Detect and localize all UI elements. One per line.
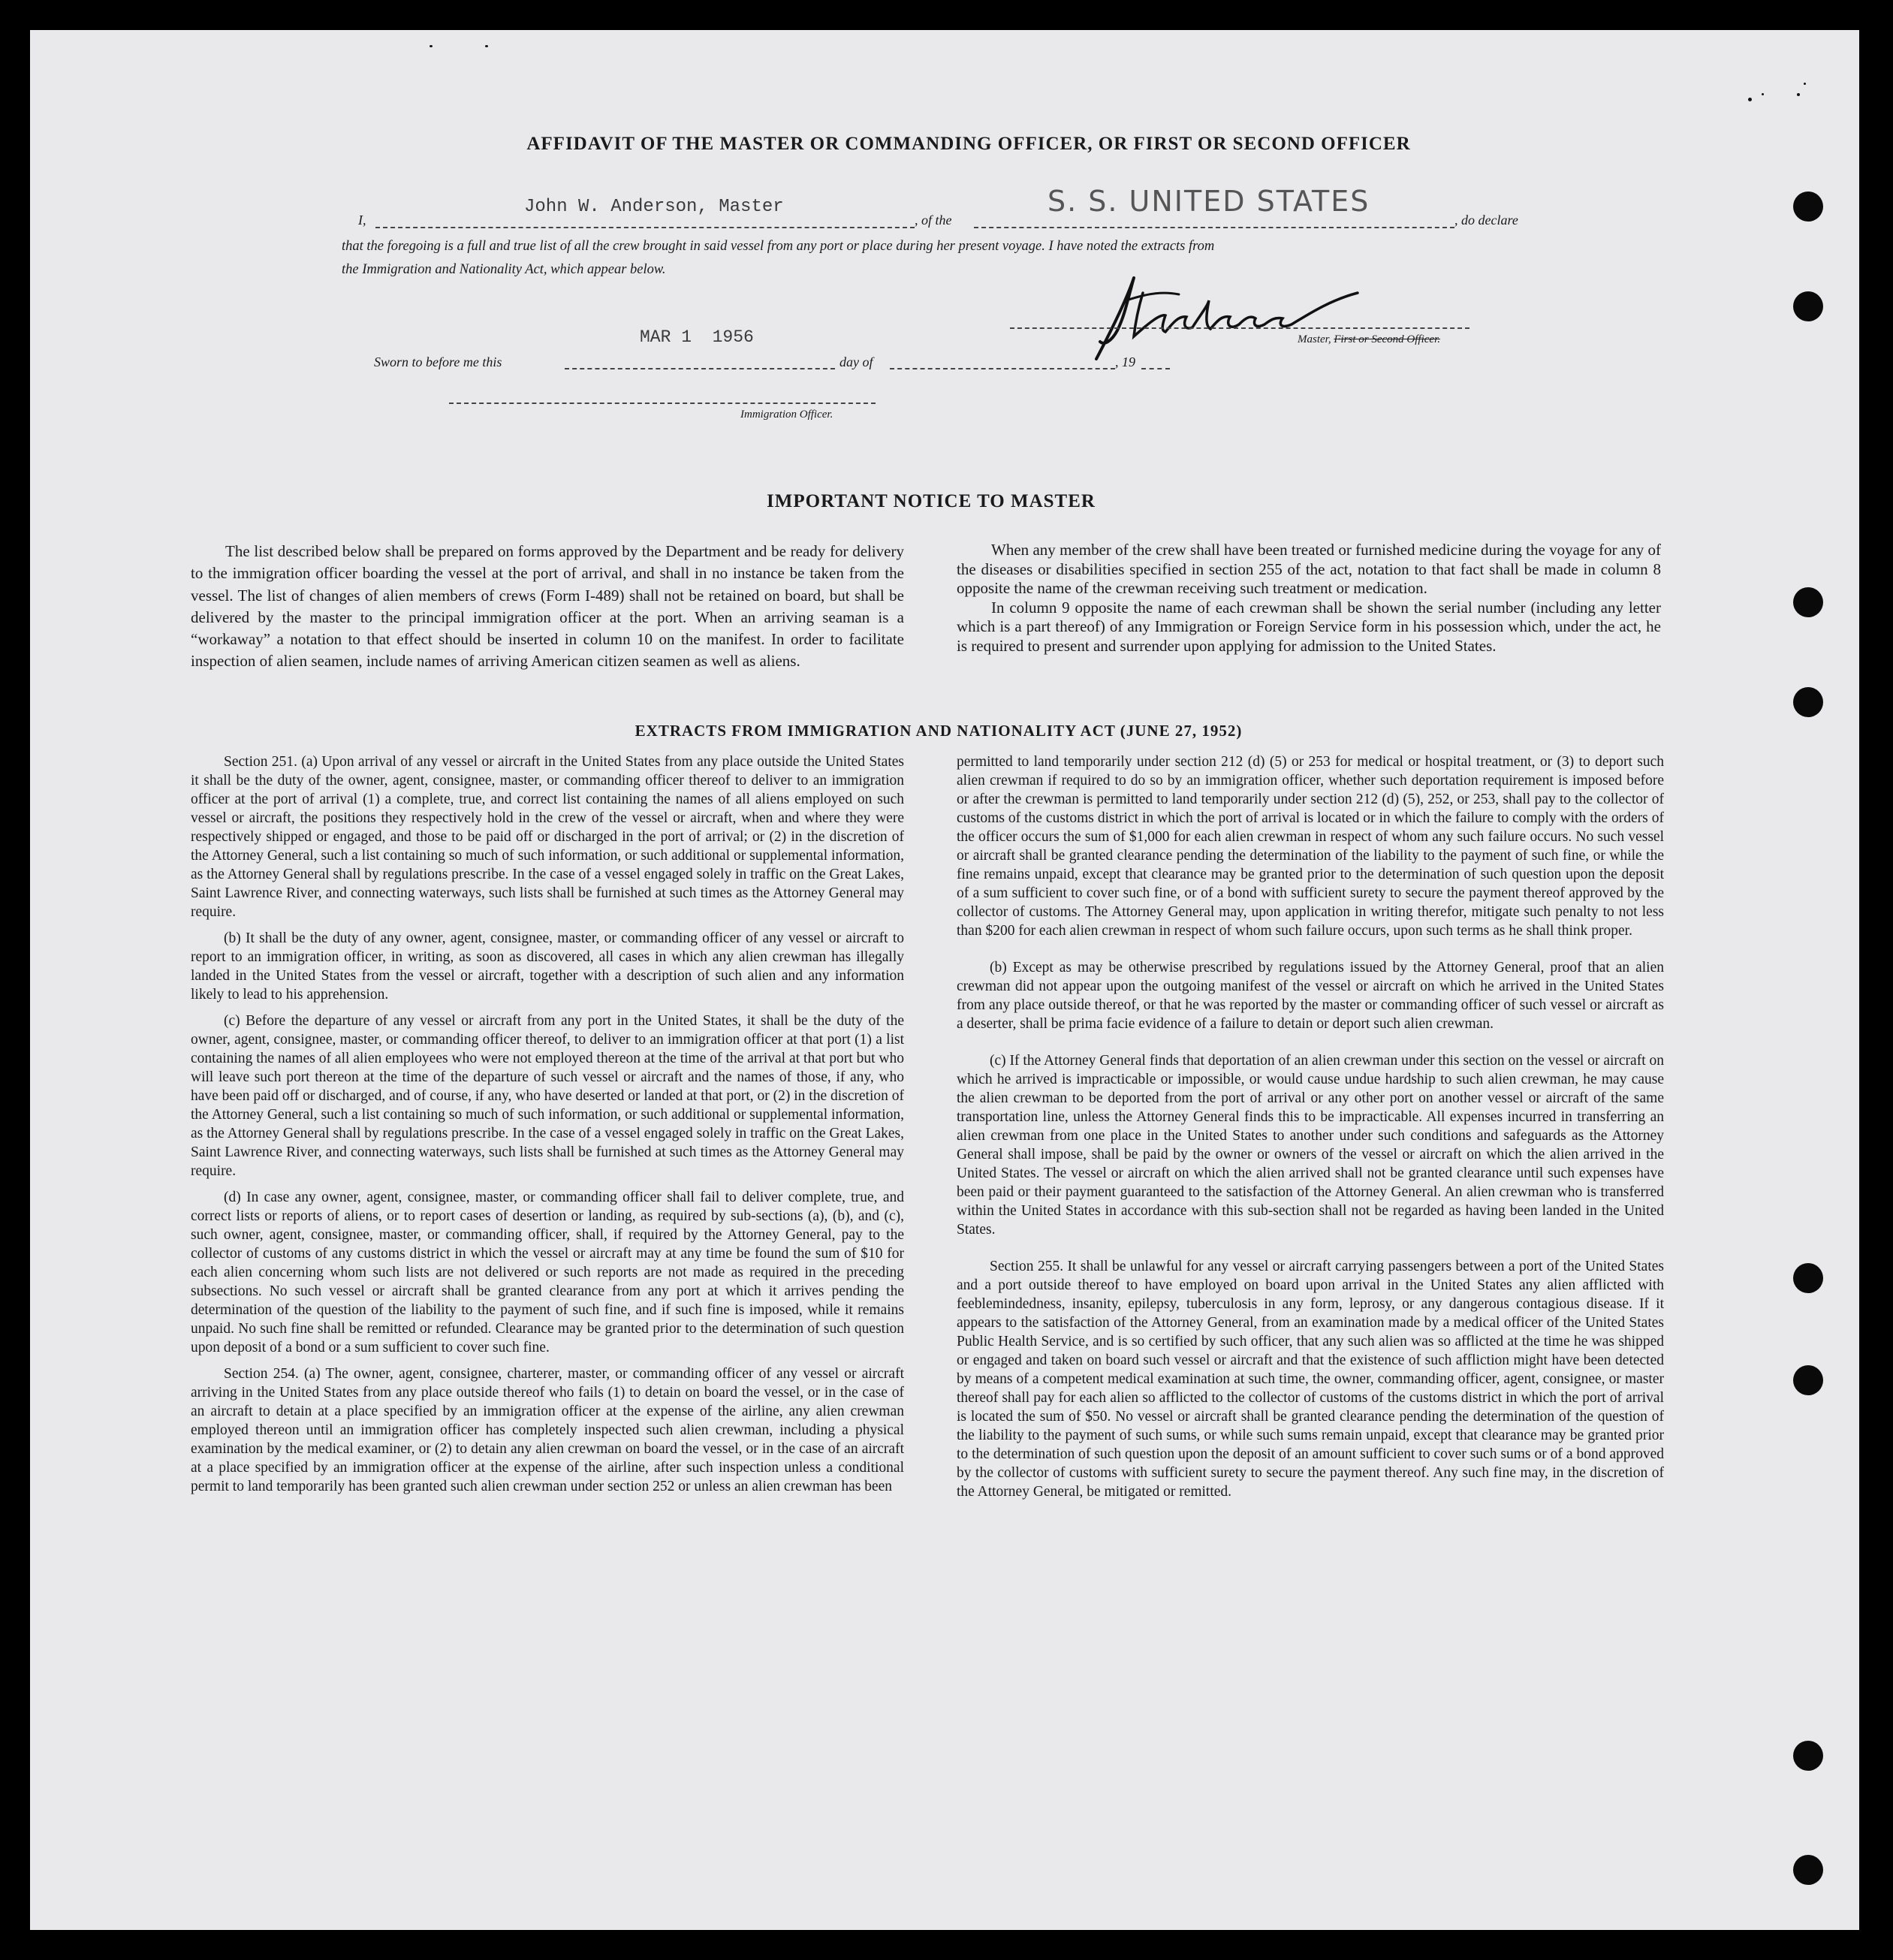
speck — [1762, 93, 1764, 95]
extracts-heading: EXTRACTS FROM IMMIGRATION AND NATIONALITY ACT (JUNE 27, 1952) — [635, 722, 1243, 740]
speck — [485, 45, 488, 47]
notice-left-paragraph: The list described below shall be prepared on forms approved by the Department and be ready for delivery to the immigration officer boarding the vessel at the port of arrival, and shall in no instance be taken from the vessel. The list of changes of alien members of crews (Form I-489) shall not be retained on board, but shall be delivered by the master to the principal immigration officer at the port. When an arriving seaman is a “workaway” a notation to that effect should be inserted in column 10 on the manifest. In order to facilitate inspection of alien seamen, include names of arriving American citizen seamen as well as aliens. — [191, 542, 904, 671]
vessel-line — [974, 227, 1454, 228]
punch-hole — [1793, 687, 1823, 717]
sworn-prefix: Sworn to before me this — [374, 354, 502, 369]
declarant-prefix: I, — [358, 213, 366, 228]
master-signature — [1081, 270, 1397, 368]
sworn-day-line — [565, 368, 835, 369]
immigration-officer-line — [449, 403, 876, 404]
notice-right-paragraph-1: When any member of the crew shall have been treated or furnished medicine during the voyage for any of the diseases or disabilities specified in section 255 of the act, notation to that fact shall be made in column 8 opposite the name of the crewman receiving such treatment or medication. — [957, 541, 1661, 597]
of-the-label: , of the — [915, 213, 952, 228]
punch-hole — [1793, 1855, 1823, 1885]
punch-hole — [1793, 1741, 1823, 1771]
declarant-line — [375, 227, 915, 228]
section-254-a-continued: permitted to land temporarily under section 212 (d) (5) or 253 for medical or hospital treatment, or (3) to deport such alien crewman if required to do so by an immigration officer, whether such deportation requirement is imposed before or after the crewman is permitted to land temporarily under section 212 (d) (5), 252, or 253, shall pay to the collector of customs of the customs district in which the port of arrival is located or in which the failure to comply with the orders of the officer occurs the sum of $1,000 for each alien crewman in respect of whom any such failure occurs. No such vessel or aircraft shall be granted clearance pending the determination of the liability to the payment of such fine, or while the fine remains unpaid, except that clearance may be granted prior to the determination of such question upon the deposit of a sum sufficient to cover such fine, or of a bond with sufficient surety to secure the payment thereof approved by the collector of customs. The Attorney General may, upon application in writing therefor, mitigate such penalty to not less than $200 for each alien crewman in respect of whom such failure occurs, upon such terms as he shall think proper. — [957, 754, 1664, 939]
day-of-label: day of — [839, 354, 873, 369]
master-name-field: John W. Anderson, Master — [524, 197, 784, 217]
notice-right-column — [957, 541, 1661, 656]
date-stamp: MAR 1 1956 — [640, 327, 754, 347]
extracts-left-column — [191, 752, 904, 1496]
affidavit-title: AFFIDAVIT OF THE MASTER OR COMMANDING OFFICER, OR FIRST OR SECOND OFFICER — [526, 134, 1411, 154]
document-page — [30, 30, 1859, 1930]
notice-heading: IMPORTANT NOTICE TO MASTER — [767, 491, 1096, 511]
section-251-d: (d) In case any owner, agent, consignee, master, or commanding officer shall fail to deliver complete, true, and correct lists or reports of aliens, or to report cases of desertion or landing, as required by sub-sections (a), (b), and (c), such owner, agent, consignee, master, or commanding officer, shall, if required by the Attorney General, pay to the collector of customs of any customs district in which the vessel or aircraft may at any time be found the sum of $10 for each alien concerning whom such lists are not delivered or such reports are not made as required in the preceding subsections. No such vessel or aircraft shall be granted clearance from any port at which it arrives pending the determination of the question of the liability to the payment of such fine, and if such fine is imposed, while it remains unpaid. No such fine shall be remitted or refunded. Clearance may be granted prior to the determination of such question upon deposit of a bond or a sum sufficient to cover such fine. — [191, 1190, 904, 1355]
speck — [430, 45, 433, 47]
speck — [1797, 93, 1800, 96]
speck — [1804, 83, 1806, 85]
punch-hole — [1793, 1263, 1823, 1293]
do-declare-label: , do declare — [1454, 213, 1518, 228]
speck — [1748, 98, 1752, 101]
year-prefix: , 19 — [1115, 354, 1135, 369]
signature-line — [1010, 327, 1469, 329]
section-251-c: (c) Before the departure of any vessel or aircraft from any port in the United States, it shall be the duty of the owner, agent, consignee, master, or commanding officer thereof, to deliver to an immigration officer at that port (1) a list containing the names of all alien employees who were not employed thereon at the time of the arrival at that port but who will leave such port thereon at the time of the departure of such vessel or aircraft and the names of those, if any, who have been paid off or discharged, and of course, if any, who have deserted or landed at that port, or (2) in the discretion of the Attorney General, such a list containing so much of such information, or such additional or supplemental information, as the Attorney General shall by regulations prescribe. In the case of a vessel engaged solely in traffic on the Great Lakes, Saint Lawrence River, and connecting waterways, such lists shall be furnished at such times as the Attorney General may require. — [191, 1013, 904, 1179]
affidavit-body-line2: the Immigration and Nationality Act, which appear below. — [342, 262, 666, 277]
punch-hole — [1793, 587, 1823, 617]
section-254-a: Section 254. (a) The owner, agent, consignee, charterer, master, or commanding officer of any vessel or aircraft arriving in the United States from any place outside thereof who fails (1) to detain on board the vessel, or in the case of an aircraft to detain at a place specified by an immigration officer at the expense of the airline, any alien crewman employed thereon until an immigration officer has completely inspected such alien crewman, including a physical examination by the medical examiner, or (2) to detain any alien crewman on board the vessel, or in the case of an aircraft at a place specified by an immigration officer at the expense of the airline, after such inspection unless a conditional permit to land temporarily has been granted such alien crewman under section 252 or unless an alien crewman has been — [191, 1366, 904, 1494]
punch-hole — [1793, 191, 1823, 222]
master-caption: Master, — [1298, 333, 1331, 345]
section-254-c: (c) If the Attorney General finds that deportation of an alien crewman under this section on the vessel or aircraft on which he arrived is impracticable or impossible, or would cause undue hardship to such alien crewman, he may cause the alien crewman to be deported from the port of arrival or any other port on another vessel or aircraft of the same transportation line, unless the Attorney General finds this to be impracticable. All expenses incurred in transferring an alien crewman from one place in the United States to another under such conditions and safeguards as the Attorney General shall impose, shall be paid by the owner or owners of the vessel or aircraft on which the alien arrived in the United States. The vessel or aircraft on which the alien arrived shall not be granted clearance until such expenses have been paid or their payment guaranteed to the satisfaction of the Attorney General. An alien crewman who is transferred within the United States in accordance with this sub-section shall not be regarded as having been landed in the United States. — [957, 1053, 1664, 1238]
section-254-b: (b) Except as may be otherwise prescribed by regulations issued by the Attorney General, proof that an alien crewman did not appear upon the outgoing manifest of the vessel or aircraft on which he arrived in the United States from any place outside thereof, or that he was reported by the master or commanding officer of such vessel or aircraft as a deserter, shall be prima facie evidence of a failure to detain or deport such alien crewman. — [957, 960, 1664, 1032]
vessel-name-stamp: S. S. UNITED STATES — [1047, 185, 1370, 218]
notice-left-column — [191, 541, 904, 673]
affidavit-body-line1: that the foregoing is a full and true list of all the crew brought in said vessel from any port or place during her present voyage. I have noted the extracts from — [342, 239, 1215, 254]
notice-right-paragraph-2: In column 9 opposite the name of each crewman shall be shown the serial number (including any letter which is a part thereof) of any Immigration or Foreign Service form in his possession which, under the act, he is required to present and surrender upon applying for admission to the United States. — [957, 598, 1661, 655]
immigration-officer-caption: Immigration Officer. — [740, 409, 833, 421]
section-255: Section 255. It shall be unlawful for any vessel or aircraft carrying passengers between a port of the United States and a port outside thereof to have employed on board upon arrival in the United States any alien afflicted with feeblemindedness, insanity, epilepsy, tuberculosis in any form, leprosy, or any dangerous contagious disease. If it appears to the satisfaction of the Attorney General, from an examination made by a medical officer of the United States Public Health Service, and is so certified by such officer, that any such alien was so afflicted at the time he was shipped or engaged and taken on board such vessel or aircraft and that the existence of such affliction might have been detected by means of a competent medical examination at such time, the owner, commanding officer, agent, consignee, or master thereof shall pay for each alien so afflicted to the collector of customs of the customs district in which the port of arrival is located the sum of $50. No vessel or aircraft shall be granted clearance pending the determination of the question of the liability to the payment of such sums, or while such sums remain unpaid, except that clearance may be granted prior to the determination of such question upon the deposit of an amount sufficient to cover such sums or of a bond approved by the collector of customs with sufficient surety to secure the payment thereof. Any such fine may, in the discretion of the Attorney General, be mitigated or remitted. — [957, 1259, 1664, 1500]
punch-hole — [1793, 1365, 1823, 1395]
struck-caption: First or Second Officer. — [1334, 333, 1440, 345]
section-251-a: Section 251. (a) Upon arrival of any vessel or aircraft in the United States from any place outside the United States it shall be the duty of the owner, agent, consignee, master, or commanding officer thereof to deliver to an immigration officer at the port of arrival (1) a complete, true, and correct list containing the names of all aliens employed on such vessel or aircraft, the positions they respectively hold in the crew of the vessel or aircraft, when and where they were respectively shipped or engaged, and those to be paid off or discharged in the port of arrival; or (2) in the discretion of the Attorney General, such a list containing so much of such information, or such additional or supplemental information, as the Attorney General shall by regulations prescribe. In the case of a vessel engaged solely in traffic on the Great Lakes, Saint Lawrence River, and connecting waterways, such lists shall be furnished at such times as the Attorney General may require. — [191, 754, 904, 920]
sworn-month-line — [890, 368, 1115, 369]
extracts-right-column — [957, 752, 1664, 1501]
signature-caption — [1298, 333, 1440, 346]
sworn-year-line — [1141, 368, 1170, 369]
section-251-b: (b) It shall be the duty of any owner, agent, consignee, master, or commanding officer of any vessel or aircraft to report to an immigration officer, in writing, as soon as discovered, all cases in which any alien crewman has illegally landed in the United States from the vessel or aircraft, together with a description of such alien and any information likely to lead to his apprehension. — [191, 930, 904, 1003]
punch-hole — [1793, 291, 1823, 321]
